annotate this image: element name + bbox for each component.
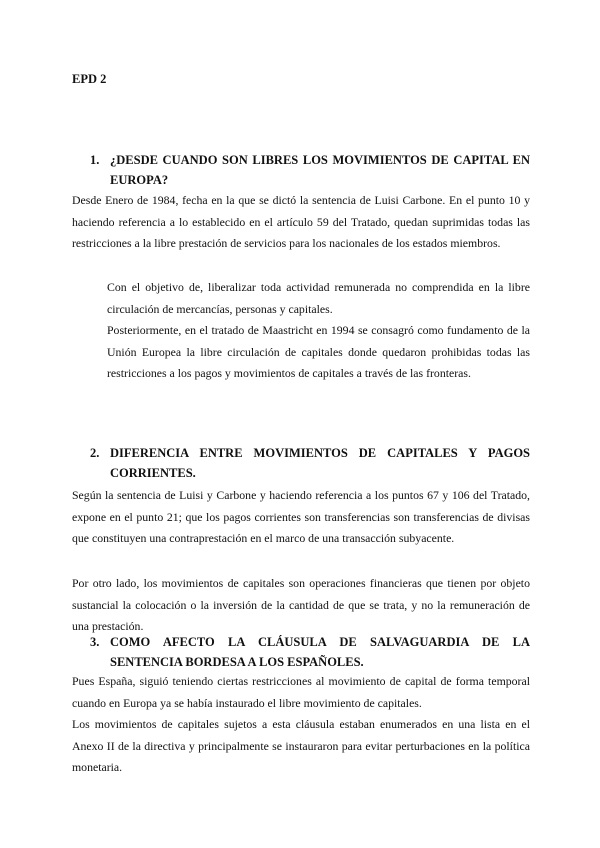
section-2-heading [90, 443, 530, 483]
section-2-number: 2. [90, 446, 100, 460]
section-3-title: COMO AFECTO LA CLÁUSULA DE SALVAGUARDIA DE LA SENTENCIA BORDESA A LOS ESPAÑOLES. [110, 635, 530, 669]
section-1-number: 1. [90, 153, 100, 167]
section-3-heading [90, 632, 530, 672]
section-2-title: DIFERENCIA ENTRE MOVIMIENTOS DE CAPITALES Y PAGOS CORRIENTES. [110, 446, 530, 480]
section-2-paragraph-1: Según la sentencia de Luisi y Carbone y haciendo referencia a los puntos 67 y 106 del Tratado, expone en el punto 21; que los pagos corrientes son transferencias son transferencias de divisas que constituyen una contraprestación en el marco de una transacción subyacente. [72, 488, 530, 545]
section-2-paragraph-2: Por otro lado, los movimientos de capitales son operaciones financieras que tienen por objeto sustancial la colocación o la inversión de la cantidad de que se trata, y no la remuneración de una prestación. [72, 576, 530, 633]
section-1-paragraph-1: Desde Enero de 1984, fecha en la que se dictó la sentencia de Luisi Carbone. En el punto 10 y haciendo referencia a lo establecido en el artículo 59 del Tratado, quedan suprimidas todas las restricciones a la libre prestación de servicios para los nacionales de los estados miembros. [72, 193, 530, 250]
section-3-paragraph-1: Pues España, siguió teniendo ciertas restricciones al movimiento de capital de forma temporal cuando en Europa ya se había instaurado el libre movimiento de capitales. [72, 674, 530, 710]
section-1-paragraph-2: Con el objetivo de, liberalizar toda actividad remunerada no comprendida en la libre circulación de mercancías, personas y capitales. [107, 280, 530, 316]
section-1-heading [90, 150, 530, 190]
document-title: EPD 2 [72, 72, 107, 86]
section-3-number: 3. [90, 635, 100, 649]
section-1-paragraph-3: Posteriormente, en el tratado de Maastricht en 1994 se consagró como fundamento de la Unión Europea la libre circulación de capitales donde quedaron prohibidas todas las restricciones a los pagos y movimientos de capitales a través de las fronteras. [107, 323, 530, 380]
section-3-paragraph-2: Los movimientos de capitales sujetos a esta cláusula estaban enumerados en una lista en el Anexo II de la directiva y principalmente se instauraron para evitar perturbaciones en la política monetaria. [72, 717, 530, 774]
section-1-title: ¿DESDE CUANDO SON LIBRES LOS MOVIMIENTOS DE CAPITAL EN EUROPA? [110, 153, 530, 187]
